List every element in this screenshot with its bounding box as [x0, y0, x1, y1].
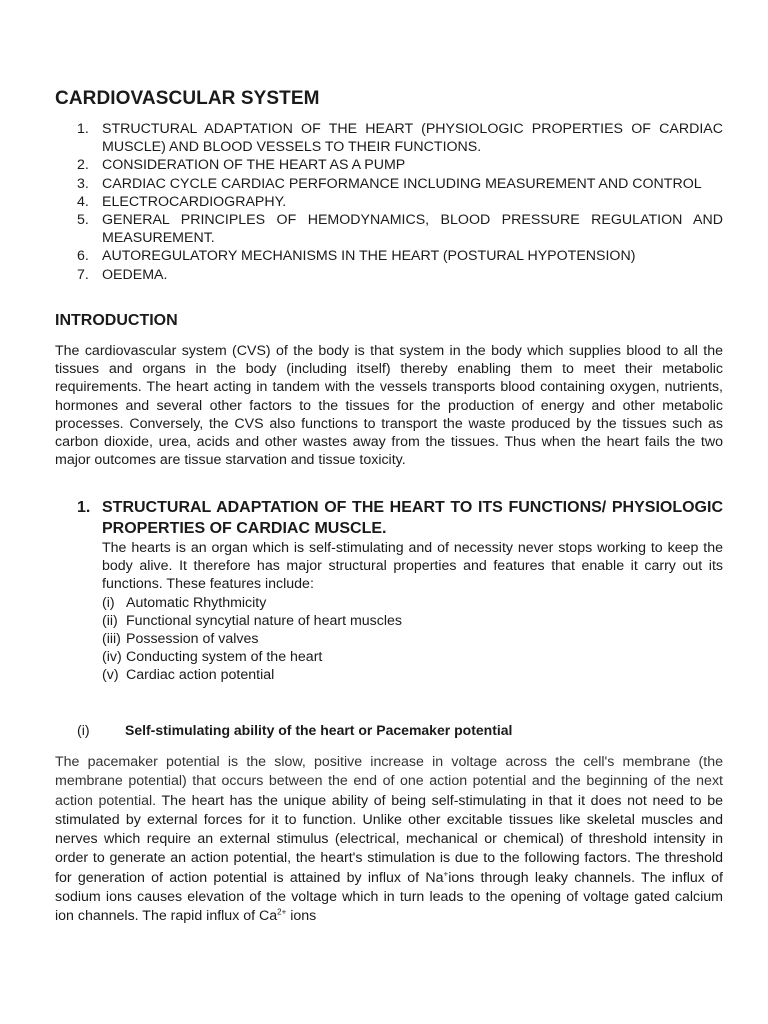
list-text: AUTOREGULATORY MECHANISMS IN THE HEART (POSTURAL HYPOTENSION) — [102, 248, 636, 265]
list-number: 3. — [77, 175, 89, 192]
list-number: 2. — [77, 157, 89, 174]
feature-item — [102, 666, 723, 684]
list-number: 1. — [77, 121, 89, 137]
subsection-title: Self-stimulating ability of the heart or Pacemaker potential — [125, 722, 513, 738]
list-number: 6. — [77, 248, 89, 265]
section-number: 1. — [77, 499, 91, 516]
superscript: + — [443, 869, 449, 879]
list-item — [55, 175, 723, 193]
page-title: CARDIOVASCULAR SYSTEM — [55, 88, 320, 109]
text-run: ions through leaky channels. The influx of sodium ions causes elevation of the voltage which in turn leads to the opening of voltage gated calcium ion channels. The rapid influx of Ca — [55, 869, 723, 925]
feature-text: Conducting system of the heart — [126, 649, 323, 666]
list-item — [55, 247, 723, 265]
feature-text: Cardiac action potential — [126, 667, 275, 684]
feature-number: (ii) — [102, 612, 118, 629]
feature-number: (iii) — [102, 631, 121, 648]
pacemaker-paragraph — [55, 753, 723, 927]
list-text: ELECTROCARDIOGRAPHY. — [102, 193, 287, 210]
list-item — [55, 266, 723, 284]
superscript: 2+ — [277, 907, 287, 917]
feature-number: (i) — [102, 594, 115, 611]
section-paragraph: The hearts is an organ which is self-stimulating and of necessity never stops working to keep the body alive. It therefore has major structural properties and features that enable it carry out its functions. These features include: — [102, 540, 723, 593]
feature-text: Functional syncytial nature of heart muscles — [126, 612, 402, 629]
feature-item — [102, 612, 723, 630]
feature-item — [102, 630, 723, 648]
list-number: 4. — [77, 193, 89, 210]
introduction-heading: INTRODUCTION — [55, 312, 178, 329]
list-text: GENERAL PRINCIPLES OF HEMODYNAMICS, BLOOD PRESSURE REGULATION AND MEASUREMENT. — [102, 212, 723, 247]
list-number: 5. — [77, 212, 89, 229]
feature-item — [102, 648, 723, 666]
list-item — [55, 156, 723, 174]
feature-list — [102, 594, 723, 685]
section-structural-adaptation — [77, 497, 723, 685]
list-item — [55, 120, 723, 156]
section-body — [77, 539, 723, 685]
list-item — [55, 211, 723, 247]
text-run: The pacemaker potential is the slow, positive increase in voltage across the cell's membrane (the membrane potential) that occurs between the end of one action potential and the beginning of the next action potential. — [55, 754, 723, 809]
text-run: The heart has the unique ability of being self-stimulating in that it does not need to be stimulated by external forces for it to function. Unlike other excitable tissues like skeletal muscles and nerves which require an external stimulus (electrical, mechanical or chemical) of threshold intensity in order to generate an action potential, the heart's stimulation is due to the following factors. The threshold for generation of action potential is attained by influx of Na — [55, 792, 723, 886]
text-run: ions — [286, 908, 317, 925]
subsection-heading — [77, 722, 512, 739]
feature-number: (v) — [102, 667, 119, 684]
feature-number: (iv) — [102, 649, 122, 666]
topic-list — [55, 120, 723, 284]
subsection-number: (i) — [77, 723, 90, 739]
section-heading-text: STRUCTURAL ADAPTATION OF THE HEART TO ITS FUNCTIONS/ PHYSIOLOGIC PROPERTIES OF CARDIAC MUSCLE. — [102, 499, 723, 537]
list-text: CONSIDERATION OF THE HEART AS A PUMP — [102, 157, 406, 174]
section-heading — [77, 497, 723, 539]
feature-item — [102, 594, 723, 612]
feature-text: Possession of valves — [126, 631, 259, 648]
list-item — [55, 193, 723, 211]
list-text: OEDEMA. — [102, 266, 168, 283]
feature-text: Automatic Rhythmicity — [126, 594, 267, 611]
list-number: 7. — [77, 266, 89, 283]
list-text: STRUCTURAL ADAPTATION OF THE HEART (PHYSIOLOGIC PROPERTIES OF CARDIAC MUSCLE) AND BLOOD VESSELS TO THEIR FUNCTIONS. — [102, 121, 723, 156]
list-text: CARDIAC CYCLE CARDIAC PERFORMANCE INCLUDING MEASUREMENT AND CONTROL — [102, 175, 702, 192]
introduction-paragraph: The cardiovascular system (CVS) of the body is that system in the body which supplies blood to all the tissues and organs in the body (including itself) thereby enabling them to meet their metabolic requirements. The heart acting in tandem with the vessels transports blood containing oxygen, nutrients, hormones and several other factors to the tissues for the production of energy and other metabolic processes. Conversely, the CVS also functions to transport the waste produced by the tissues such as carbon dioxide, urea, acids and other wastes away from the tissues. Thus when the heart fails the two major outcomes are tissue starvation and tissue toxicity. — [55, 343, 723, 469]
